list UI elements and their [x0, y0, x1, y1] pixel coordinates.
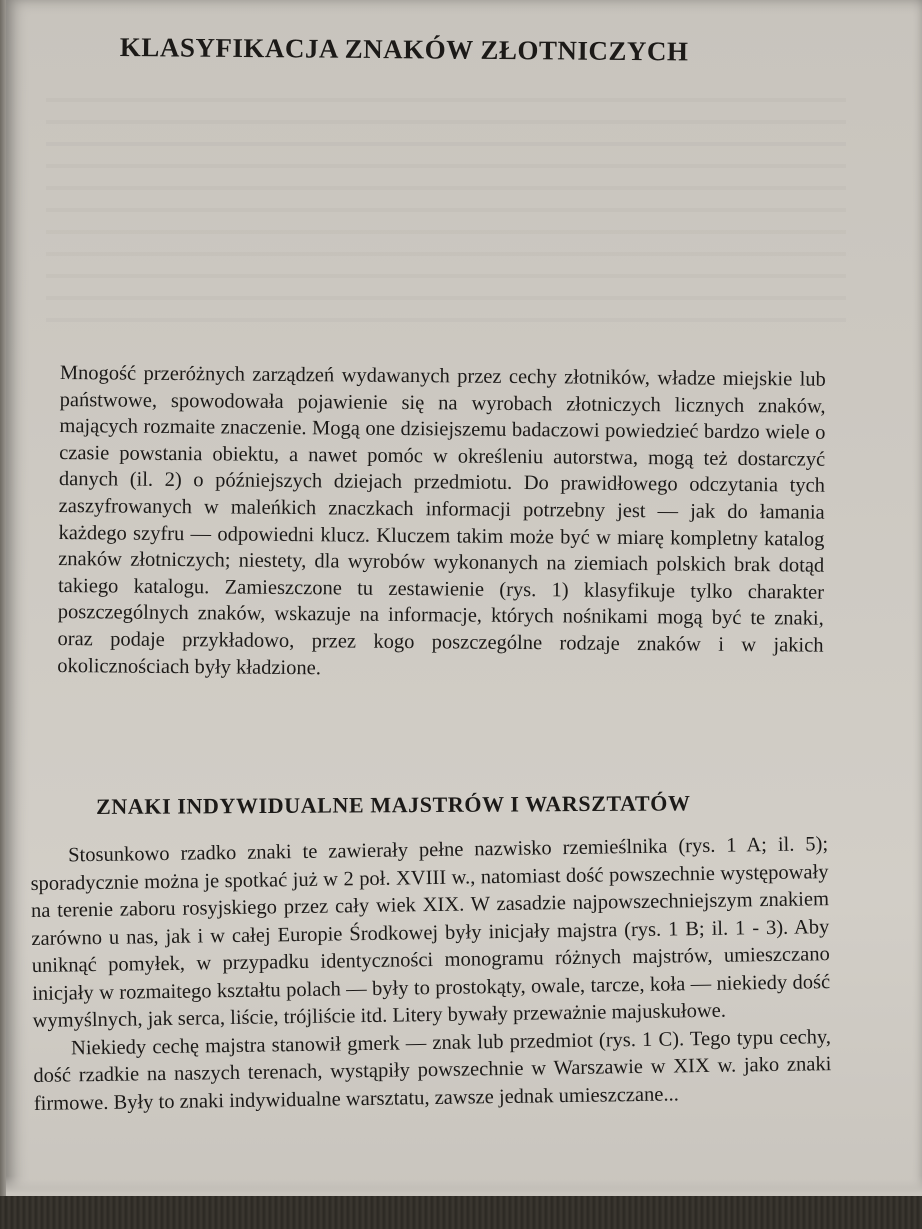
chapter-title: KLASYFIKACJA ZNAKÓW ZŁOTNICZYCH [119, 32, 689, 67]
section-paragraph-1: Stosunkowo rzadko znaki te zawierały pełne nazwisko rzemieślnika (rys. 1 A; il. 5); sporadycznie można je spotkać już w 2 poł. XVIII w., natomiast dość powszechnie występowały na terenie zaboru rosyjskiego przez cały wiek XIX. W zasadzie najpowszechniejszym znakiem zarówno u nas, jak i w całej Europie Środkowej były inicjały majstra (rys. 1 B; il. 1 - 3). Aby uniknąć pomyłek, w przypadku identyczności monogramu różnych majstrów, umieszczano inicjały w rozmaitego kształtu polach — były to prostokąty, owale, tarcze, koła — niekiedy dość wymyślnych, jak serca, liście, trójliście itd. Litery bywały przeważnie majuskułowe. [30, 833, 831, 1032]
show-through-text [46, 80, 846, 340]
intro-paragraph: Mnogość przeróżnych zarządzeń wydawanych przez cechy złotników, władze miejskie lub państwowe, spowodowała pojawienie się na wyrobach złotniczych licznych znaków, mających rozmaite znaczenie. Mogą one dzisiejszemu badaczowi powiedzieć bardzo wiele o czasie powstania obiektu, a nawet pomóc w określeniu autorstwa, mogą też dostarczyć danych (il. 2) o późniejszych dziejach przedmiotu. Do prawidłowego odczytania tych zaszyfrowanych w maleńkich znaczkach informacji potrzebny jest — jak do łamania każdego szyfru — odpowiedni klucz. Kluczem takim może być w miarę kompletny katalog znaków złotniczych; niestety, dla wyrobów wykonanych na ziemiach polskich brak dotąd takiego katalogu. Zamieszczone tu zestawienie (rys. 1) klasyfikuje tylko charakter poszczególnych znaków, wskazuje na informacje, których nośnikami mogą być te znaki, oraz podaje przykładowo, przez kogo poszczególne rodzaje znaków i w jakich okolicznościach były kładzione. [57, 361, 826, 679]
book-page [6, 0, 922, 1196]
section-paragraph-2: Niekiedy cechę majstra stanowił gmerk — znak lub przedmiot (rys. 1 C). Tego typu cechy, dość rzadkie na naszych terenach, wystąpiły powszechnie w Warszawie w XIX w. jako znaki firmowe. Były to znaki indywidualne warsztatu, zawsze jednak umieszczane... [33, 1025, 832, 1115]
page-bottom-edge [6, 1176, 922, 1196]
section-title: ZNAKI INDYWIDUALNE MAJSTRÓW I WARSZTATÓW [96, 790, 691, 819]
section-body [30, 831, 832, 1118]
background-surface [0, 1196, 922, 1229]
